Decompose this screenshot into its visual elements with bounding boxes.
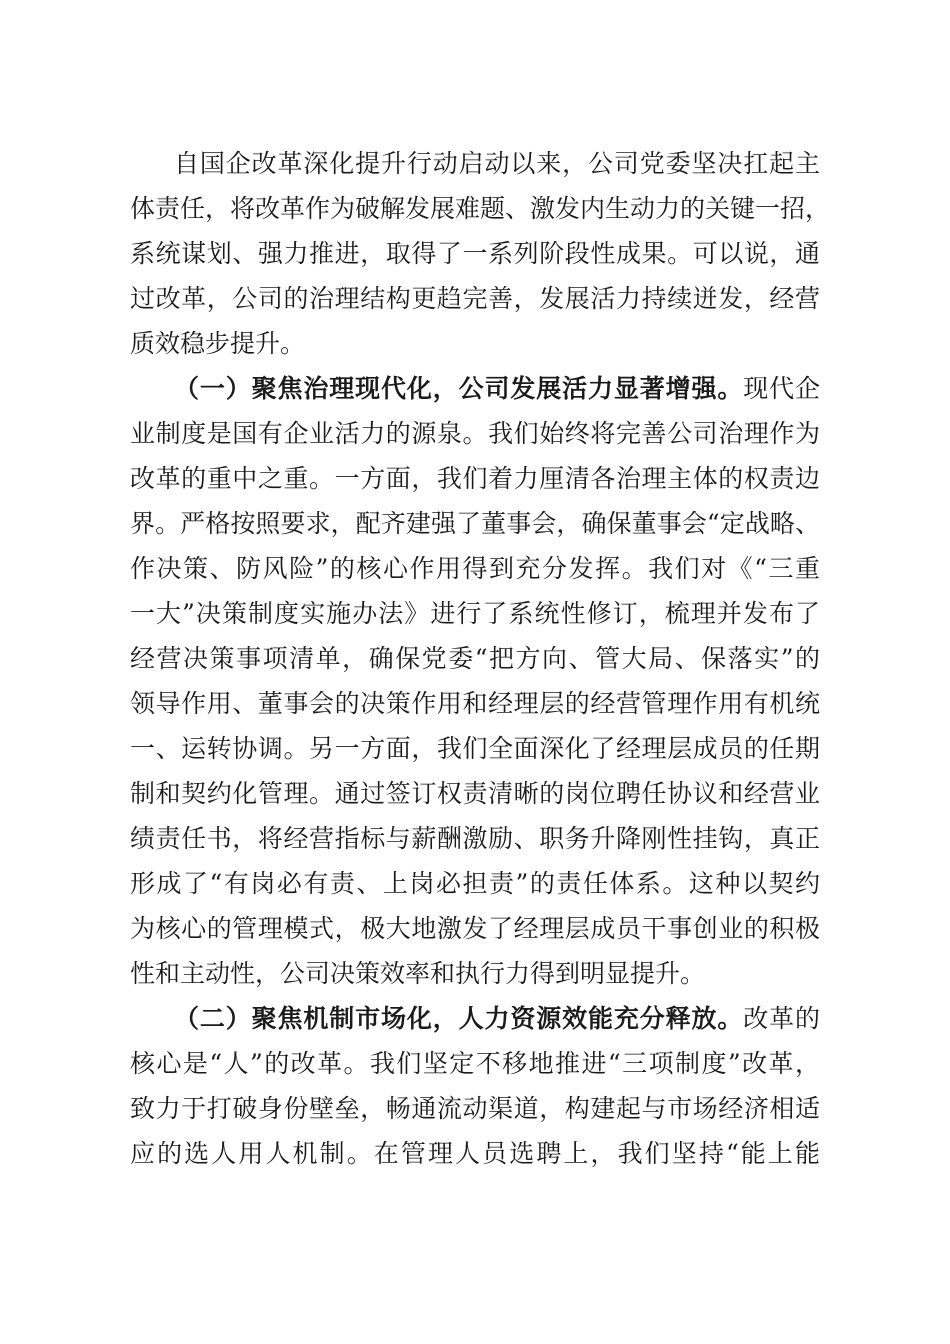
text-line: 质效稳步提升。: [130, 329, 306, 358]
text-line: 改革的重中之重。一方面，我们着力厘清各治理主体的权责边: [130, 464, 820, 493]
text-line: 致力于打破身份壁垒，畅通流动渠道，构建起与市场经济相适: [130, 1094, 820, 1123]
heading-continuation: 改革的: [743, 1004, 820, 1033]
text-line: 领导作用、董事会的决策作用和经理层的经营管理作用有机统: [130, 689, 820, 718]
text-line: 为核心的管理模式，极大地激发了经理层成员干事创业的积极: [130, 914, 820, 943]
text-line: 体责任，将改革作为破解发展难题、激发内生动力的关键一招，: [130, 194, 831, 223]
text-line: 性和主动性，公司决策效率和执行力得到明显提升。: [130, 959, 706, 988]
section-heading-line: [174, 370, 820, 408]
text-line: 经营决策事项清单，确保党委“把方向、管大局、保落实”的: [130, 644, 820, 673]
text-line: 绩责任书，将经营指标与薪酬激励、职务升降刚性挂钩，真正: [130, 824, 820, 853]
text-line: 一大”决策制度实施办法》进行了系统性修订，梳理并发布了: [130, 599, 820, 628]
heading-continuation: 现代企: [743, 374, 820, 403]
text-line: 界。严格按照要求，配齐建强了董事会，确保董事会“定战略、: [130, 509, 820, 538]
text-line: 应的选人用人机制。在管理人员选聘上，我们坚持“能上能: [130, 1139, 820, 1168]
text-line: 业制度是国有企业活力的源泉。我们始终将完善公司治理作为: [130, 419, 820, 448]
section-heading: （二）聚焦机制市场化，人力资源效能充分释放。: [174, 1004, 744, 1033]
text-line: 形成了“有岗必有责、上岗必担责”的责任体系。这种以契约: [130, 869, 820, 898]
text-line: 制和契约化管理。通过签订权责清晰的岗位聘任协议和经营业: [130, 779, 820, 808]
text-line: 一、运转协调。另一方面，我们全面深化了经理层成员的任期: [130, 734, 820, 763]
text-line: 自国企改革深化提升行动启动以来，公司党委坚决扛起主: [174, 149, 820, 178]
text-line: 核心是“人”的改革。我们坚定不移地推进“三项制度”改革，: [130, 1049, 820, 1078]
text-line: 作决策、防风险”的核心作用得到充分发挥。我们对《“三重: [130, 554, 820, 583]
section-heading-line: [174, 1000, 820, 1038]
text-line: 系统谋划、强力推进，取得了一系列阶段性成果。可以说，通: [130, 239, 820, 268]
text-line: 过改革，公司的治理结构更趋完善，发展活力持续迸发，经营: [130, 284, 820, 313]
section-heading: （一）聚焦治理现代化，公司发展活力显著增强。: [174, 374, 744, 403]
